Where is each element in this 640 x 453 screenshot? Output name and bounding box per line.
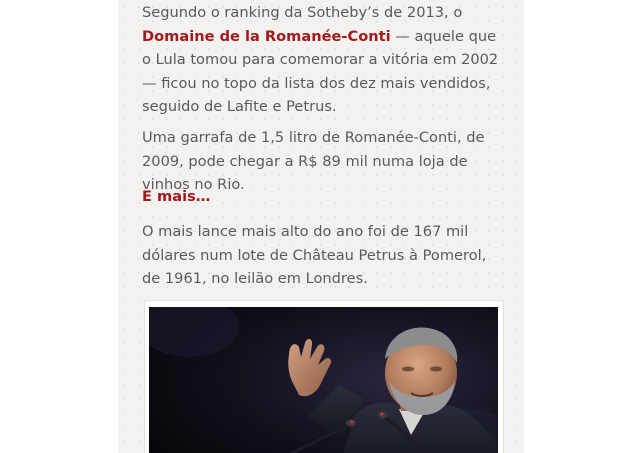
paragraph-ranking [142, 1, 508, 119]
domaine-romanee-conti-link[interactable]: Domaine de la Romanée-Conti [142, 27, 391, 45]
paragraph-ranking-text-start: Segundo o ranking da Sotheby’s de 2013, o [142, 4, 463, 21]
subheading-e-mais: E mais… [142, 188, 211, 205]
paragraph-auction: O mais lance mais alto do ano foi de 167 mil dólares num lote de Château Petrus à Pomerol, de 1961, no leilão em Londres. [142, 223, 487, 287]
paragraph-ranking-text-end: — aquele que o Lula tomou para comemorar a vitória em 2002 — ficou no topo da lista dos dez mais vendidos, seguido de Lafite e Petrus. [142, 27, 499, 115]
article-photo[interactable] [149, 307, 498, 453]
speaker-photo-icon [149, 307, 498, 453]
paragraph-price: Uma garrafa de 1,5 litro de Romanée-Conti, de 2009, pode chegar a R$ 89 mil numa loja de vinhos no Rio. [142, 129, 485, 193]
